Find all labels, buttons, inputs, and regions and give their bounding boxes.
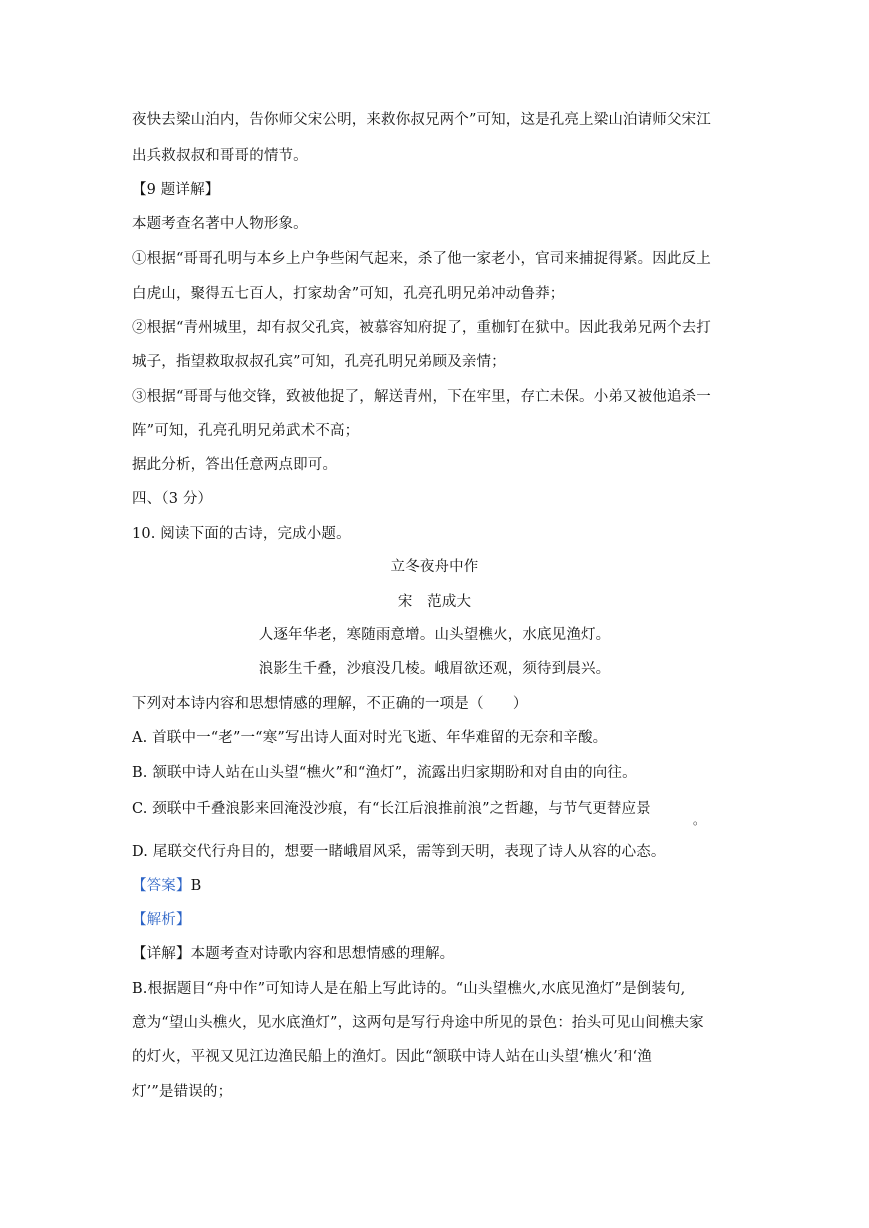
poem-author: 宋 范成大 (397, 594, 472, 610)
option-a: A. 首联中一“老”一“寒”写出诗人面对时光飞逝、年华难留的无奈和辛酸。 (132, 730, 608, 746)
analysis-label: 【解析】 (132, 912, 191, 928)
q9-conclusion: 据此分析，答出任意两点即可。 (132, 457, 338, 473)
q9-point-2-line-2: 城子，指望救取叔叔孔宾”可知，孔亮孔明兄弟顾及亲情； (132, 354, 506, 370)
q9-heading: 【9 题详解】 (132, 182, 220, 198)
q9-description: 本题考查名著中人物形象。 (132, 216, 308, 232)
section-4-heading: 四、（3 分） (132, 491, 213, 507)
answer-value: B (190, 878, 202, 894)
q9-point-2-line-1: ②根据“青州城里，却有叔父孔宾，被慕容知府捉了，重枷钉在狱中。因此我弟兄两个去打 (132, 320, 711, 336)
q9-point-3-line-2: 阵”可知，孔亮孔明兄弟武术不高； (132, 423, 360, 439)
detail-text: 本题考查对诗歌内容和思想情感的理解。 (190, 946, 455, 962)
answer-line (132, 876, 201, 896)
option-b: B. 颔联中诗人站在山头望“樵火”和“渔灯”，流露出归家期盼和对自由的向往。 (132, 765, 637, 781)
question-stem: 下列对本诗内容和思想情感的理解，不正确的一项是（ ） (132, 696, 528, 712)
option-c: C. 颈联中千叠浪影来回淹没沙痕，有“长江后浪推前浪”之哲趣，与节气更替应景 (132, 801, 651, 817)
poem-line-1: 人逐年华老，寒随雨意增。山头望樵火，水底见渔灯。 (258, 627, 611, 643)
q9-point-1-line-2: 白虎山，聚得五七百人，打家劫舍”可知，孔亮孔明兄弟冲动鲁莽； (132, 286, 565, 302)
answer-label: 【答案】 (132, 878, 191, 894)
explanation-b-line-2: 意为“望山头樵火，见水底渔灯”，这两句是写行舟途中所见的景色：抬头可见山间樵夫家 (132, 1015, 704, 1031)
poem-title: 立冬夜舟中作 (390, 559, 479, 575)
intro-line-2: 出兵救叔叔和哥哥的情节。 (132, 148, 308, 164)
q10-intro: 10. 阅读下面的古诗，完成小题。 (132, 526, 351, 542)
option-c-end-mark: 。 (693, 813, 706, 827)
q9-point-3-line-1: ③根据“哥哥与他交锋，致被他捉了，解送青州，下在牢里，存亡未保。小弟又被他追杀一 (132, 389, 711, 405)
option-d: D. 尾联交代行舟目的，想要一睹峨眉风采，需等到天明，表现了诗人从容的心态。 (132, 844, 666, 860)
explanation-b-line-1: B.根据题目“舟中作”可知诗人是在船上写此诗的。“山头望樵火,水底见渔灯”是倒装句, (132, 981, 686, 997)
q9-point-1-line-1: ①根据“哥哥孔明与本乡上户争些闲气起来，杀了他一家老小，官司来捕捉得紧。因此反上 (132, 251, 711, 267)
poem-line-2: 浪影生千叠，沙痕没几棱。峨眉欲还观，须待到晨兴。 (258, 661, 611, 677)
explanation-b-line-3: 的灯火，平视又见江边渔民船上的渔灯。因此“颔联中诗人站在山头望‘樵火’和‘渔 (132, 1049, 652, 1065)
detail-line (132, 944, 454, 964)
detail-label: 【详解】 (132, 946, 191, 962)
explanation-b-line-4: 灯’”是错误的； (132, 1084, 233, 1100)
intro-line-1: 夜快去梁山泊内，告你师父宋公明，来救你叔兄两个”可知，这是孔亮上梁山泊请师父宋江 (132, 112, 711, 128)
